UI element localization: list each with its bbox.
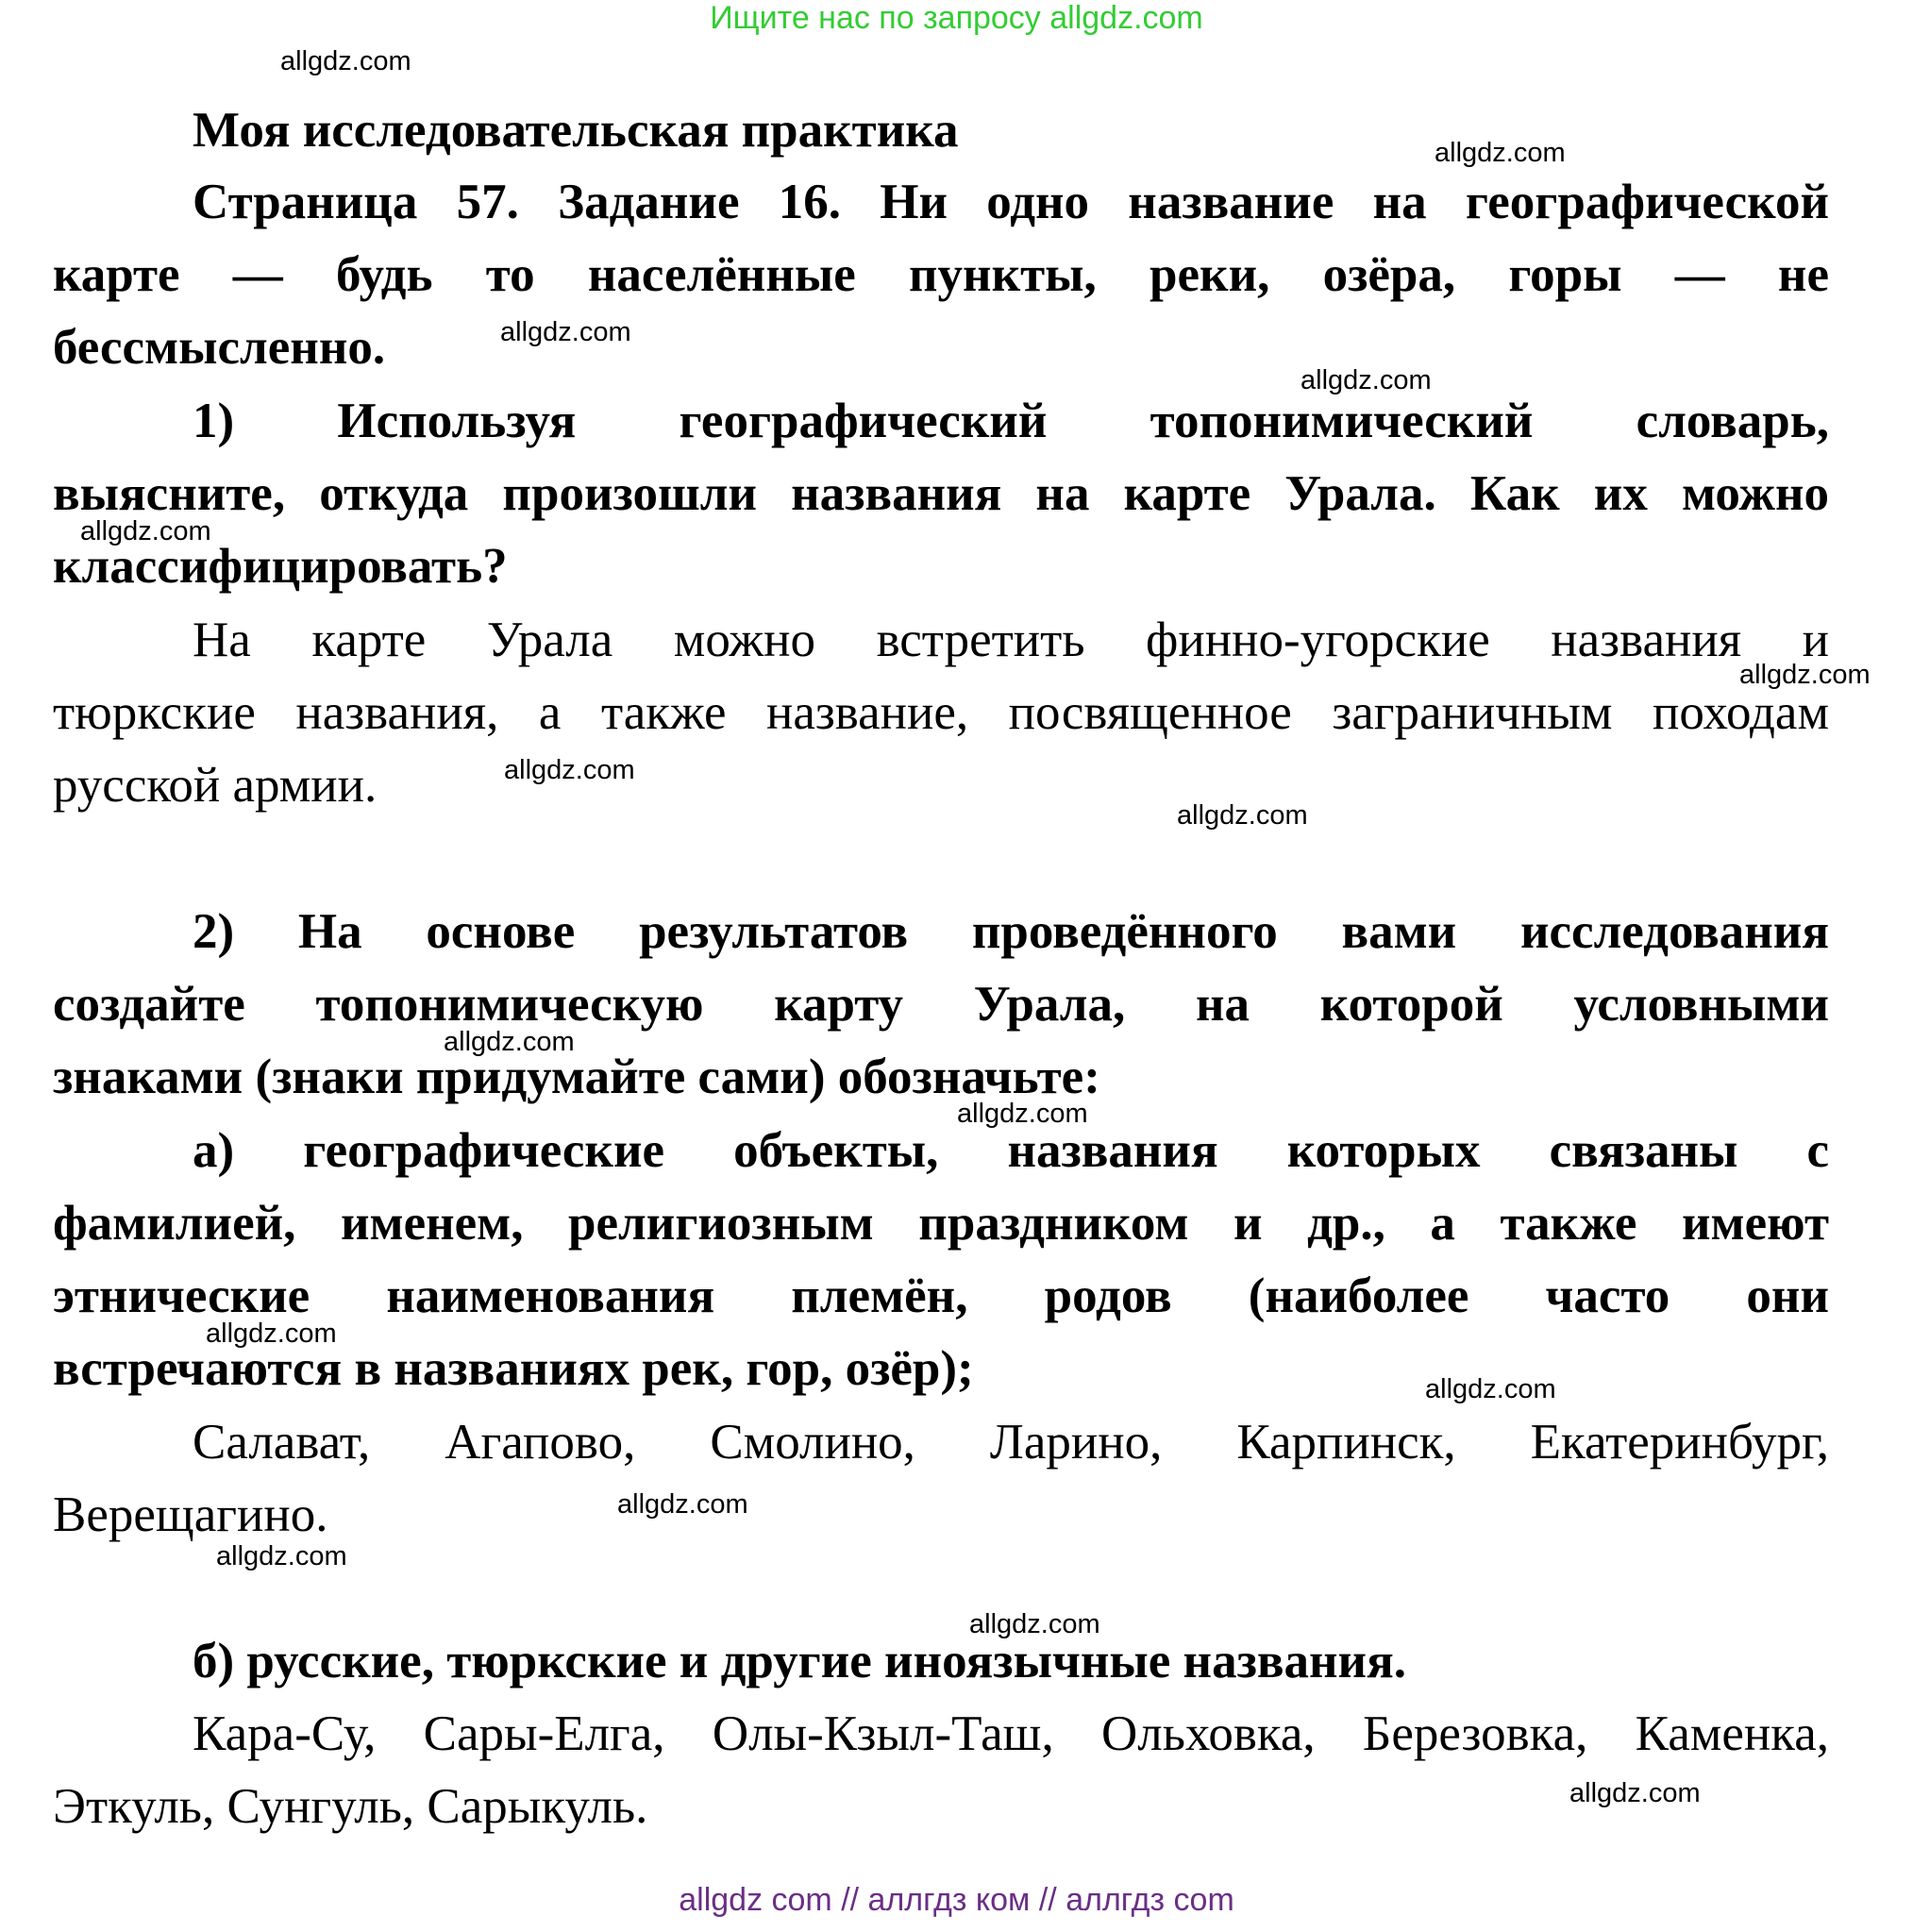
section-heading: Моя исследовательская практика [193, 103, 959, 158]
answer-b-line-1: Кара-Су, Сары-Елга, Олы-Кзыл-Таш, Ольховка, Березовка, Каменка, [193, 1706, 1829, 1761]
question-1-line-2: выясните, откуда произошли названия на карте Урала. Как их можно [53, 466, 1829, 521]
question-1-line-1: 1) Используя географический топонимический словарь, [193, 394, 1829, 448]
question-2-line-3: знаками (знаки придумайте сами) обозначьте: [53, 1050, 1100, 1104]
watermark: allgdz.com [1425, 1374, 1556, 1404]
answer-1-line-2: тюркские названия, а также название, посвященное заграничным походам [53, 685, 1829, 740]
item-a-line-1: а) географические объекты, названия которых связаны с [193, 1123, 1829, 1178]
answer-a-line-1: Салават, Агапово, Смолино, Ларино, Карпинск, Екатеринбург, [193, 1415, 1829, 1470]
answer-a-line-2: Верещагино. [53, 1487, 328, 1542]
watermark: allgdz.com [80, 516, 211, 546]
answer-1-line-1: На карте Урала можно встретить финно-угорские названия и [193, 613, 1829, 667]
item-b-line-1: б) русские, тюркские и другие иноязычные названия. [193, 1634, 1407, 1688]
watermark: allgdz.com [1177, 800, 1308, 831]
task-line-2: карте — будь то населённые пункты, реки, озёра, горы — не [53, 247, 1829, 302]
top-banner[interactable]: Ищите нас по запросу allgdz.com [710, 0, 1203, 36]
task-line-1: Страница 57. Задание 16. Ни одно название на географической [193, 175, 1829, 229]
watermark: allgdz.com [216, 1541, 347, 1571]
watermark: allgdz.com [1435, 138, 1566, 168]
question-2-line-2: создайте топонимическую карту Урала, на которой условными [53, 977, 1829, 1032]
watermark: allgdz.com [957, 1099, 1088, 1129]
item-a-line-4: встречаются в названиях рек, гор, озёр); [53, 1341, 974, 1396]
watermark: allgdz.com [1739, 660, 1871, 690]
watermark: allgdz.com [444, 1027, 575, 1057]
answer-b-line-2: Эткуль, Сунгуль, Сарыкуль. [53, 1779, 648, 1834]
task-line-3: бессмысленно. [53, 320, 386, 375]
watermark: allgdz.com [500, 317, 631, 347]
item-a-line-2: фамилией, именем, религиозным праздником и др., а также имеют [53, 1196, 1829, 1251]
question-2-line-1: 2) На основе результатов проведённого вами исследования [193, 904, 1829, 959]
watermark: allgdz.com [1569, 1778, 1701, 1808]
watermark: allgdz.com [969, 1609, 1100, 1639]
question-1-line-3: классифицировать? [53, 539, 508, 594]
watermark: allgdz.com [206, 1319, 337, 1349]
watermark: allgdz.com [617, 1489, 748, 1520]
item-a-line-3: этнические наименования племён, родов (наиболее часто они [53, 1268, 1829, 1323]
bottom-banner[interactable]: allgdz com // аллгдз ком // аллгдз com [679, 1882, 1234, 1918]
answer-1-line-3: русской армии. [53, 758, 378, 813]
watermark: allgdz.com [280, 46, 411, 76]
watermark: allgdz.com [1301, 365, 1432, 395]
watermark: allgdz.com [504, 755, 635, 785]
